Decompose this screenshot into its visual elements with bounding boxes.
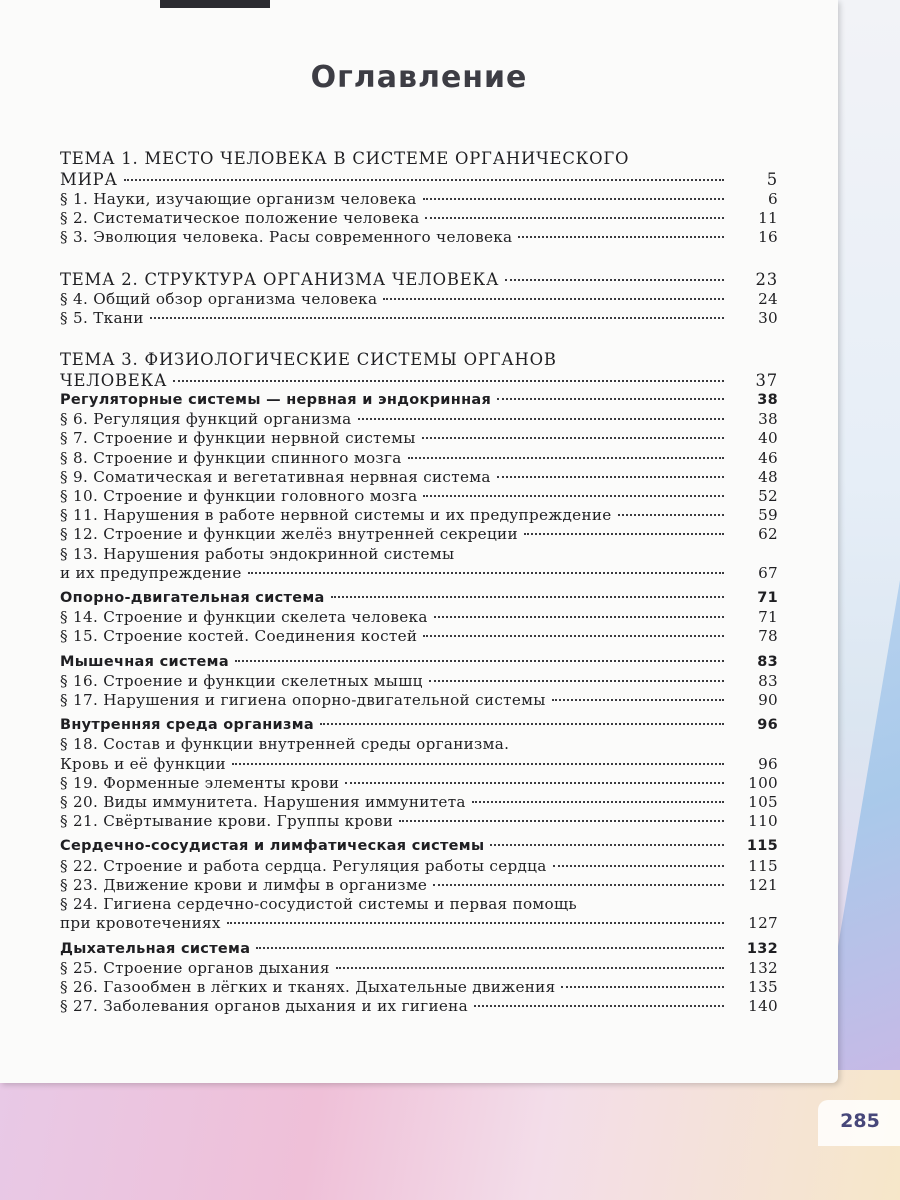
toc-section-row [60,589,778,608]
toc-entry-title: § 22. Строение и работа сердца. Регуляция работы сердца [60,856,547,875]
toc-paragraph-row [60,672,778,691]
toc-page-number: 5 [766,170,778,189]
dot-leader [336,967,724,969]
dot-leader [553,865,724,867]
toc-paragraph-row [60,487,778,506]
toc-entry-line: ТЕМА 1. МЕСТО ЧЕЛОВЕКА В СИСТЕМЕ ОРГАНИЧЕСКОГО [60,149,630,168]
toc-entry-title: Мышечная система [60,653,229,670]
toc-page-number: 83 [758,671,778,690]
toc-page-number: 115 [748,856,778,875]
toc-page-number: 78 [758,627,778,646]
toc-paragraph-row [60,468,778,487]
toc-paragraph-row [60,228,778,247]
toc-entry-title: Сердечно-сосудистая и лимфатическая системы [60,838,485,855]
toc-page-number: 115 [746,838,778,855]
toc-page-number: 62 [758,525,778,544]
toc-topic-row [60,370,778,391]
toc-section-row [60,391,778,410]
toc-entry-title: § 1. Науки, изучающие организм человека [60,190,417,208]
toc-page-number: 71 [758,608,778,627]
page-title: Оглавление [310,60,528,95]
dot-leader [524,533,724,535]
toc-paragraph-row [60,608,778,627]
toc-paragraph-row [60,564,778,583]
toc-page-number: 71 [757,590,778,607]
toc-entry-title: § 9. Соматическая и вегетативная нервная система [60,467,491,486]
toc-entry-title: § 27. Заболевания органов дыхания и их гигиена [60,997,468,1016]
toc-page-number: 59 [758,506,778,525]
toc-section-row [60,837,778,856]
toc-entry-title: при кровотечениях [60,914,221,933]
page-number: 285 [840,1110,880,1132]
spacer [60,248,778,269]
toc-paragraph-row [60,627,778,646]
toc-topic-row [60,269,778,290]
toc-entry-title: ТЕМА 2. СТРУКТУРА ОРГАНИЗМА ЧЕЛОВЕКА [60,269,500,289]
toc-entry-title: и их предупреждение [60,563,242,582]
toc-entry-title: § 25. Строение органов дыхания [60,958,330,977]
dot-leader [423,198,724,200]
dot-leader [423,495,724,497]
dot-leader [490,844,724,846]
toc-page-number: 38 [757,392,778,409]
toc-entry-title: § 6. Регуляция функций организма [60,410,352,429]
toc-entry-title: § 8. Строение и функции спинного мозга [60,448,402,467]
toc-page-number: 135 [748,977,778,996]
dot-leader [422,437,724,439]
toc-entry-title: § 20. Виды иммунитета. Нарушения иммунитета [60,793,466,812]
toc-paragraph-row [60,190,778,209]
dot-leader [474,1005,724,1007]
toc-paragraph-row [60,857,778,876]
toc-entry-line: ТЕМА 3. ФИЗИОЛОГИЧЕСКИЕ СИСТЕМЫ ОРГАНОВ [60,350,557,370]
toc-paragraph-row [60,959,778,978]
toc-entry-title: Дыхательная система [60,940,251,957]
toc-paragraph-row [60,449,778,468]
toc-paragraph-row [60,290,778,309]
toc-page-number: 40 [758,429,778,448]
toc-page-number: 83 [757,653,778,670]
dot-leader [497,476,724,478]
toc-entry-title: § 15. Строение костей. Соединения костей [60,627,418,646]
toc-paragraph-row [60,209,778,228]
toc-page-number: 140 [748,997,778,1016]
dot-leader [358,418,724,420]
dot-leader [497,398,724,400]
toc-entry-title: § 19. Форменные элементы крови [60,773,340,792]
toc-entry-line: § 24. Гигиена сердечно-сосудистой системы и первая помощь [60,895,577,914]
toc-paragraph-row [60,812,778,831]
dot-leader [345,782,724,784]
dot-leader [561,986,724,988]
toc-entry-title: МИРА [60,170,118,189]
toc-page-number: 127 [748,914,778,933]
toc-page-number: 48 [758,467,778,486]
toc-paragraph-row [60,309,778,328]
dot-leader [429,680,724,682]
toc-page-number: 96 [758,754,778,773]
toc-page-number: 38 [758,410,778,429]
dot-leader [472,801,724,803]
toc-page-number: 96 [757,717,778,734]
toc-paragraph-row [60,876,778,895]
dot-leader [232,763,724,765]
dot-leader [383,298,724,300]
toc-entry-title: § 2. Систематическое положение человека [60,209,420,228]
toc-entry-title: § 12. Строение и функции желёз внутренней секреции [60,525,518,544]
dot-leader [150,317,724,319]
dot-leader [399,820,724,822]
toc-page-number: 90 [758,691,778,710]
toc-entry-title: § 23. Движение крови и лимфы в организме [60,875,428,894]
toc-page-number: 24 [758,289,778,308]
table-of-contents [60,148,778,1016]
toc-entry-title: Регуляторные системы — нервная и эндокринная [60,392,492,409]
toc-entry-title: § 16. Строение и функции скелетных мышц [60,671,423,690]
toc-page-number: 11 [758,209,778,228]
dot-leader [124,179,724,181]
toc-section-row [60,940,778,959]
toc-paragraph-row [60,506,778,525]
toc-page-number: 23 [755,269,778,289]
toc-entry-title: § 7. Строение и функции нервной системы [60,429,416,448]
dot-leader [235,660,724,662]
dot-leader [423,635,724,637]
toc-page-number: 105 [748,793,778,812]
toc-section-row [60,653,778,672]
dot-leader [256,947,724,949]
toc-entry-title: § 21. Свёртывание крови. Группы крови [60,812,394,831]
cover-background [0,1070,900,1200]
dot-leader [173,380,724,382]
toc-page-number: 67 [758,563,778,582]
toc-paragraph-row [60,691,778,710]
dot-leader [552,699,724,701]
toc-entry-title: ЧЕЛОВЕКА [60,371,168,391]
dot-leader [320,723,724,725]
toc-page-number: 16 [758,228,778,247]
toc-page-number: 37 [755,371,778,391]
toc-entry-title: § 4. Общий обзор организма человека [60,289,378,308]
toc-entry-title: Опорно-двигательная система [60,590,325,607]
toc-entry-title: § 10. Строение и функции головного мозга [60,487,418,506]
toc-paragraph-row [60,793,778,812]
toc-entry-title: § 5. Ткани [60,308,144,327]
toc-page-number: 132 [746,940,778,957]
toc-paragraph-row [60,410,778,429]
toc-paragraph-row [60,774,778,793]
toc-page-number: 121 [748,875,778,894]
toc-section-row [60,716,778,735]
toc-paragraph-row [60,997,778,1016]
toc-paragraph-row [60,429,778,448]
dot-leader [408,457,724,459]
toc-page-number: 46 [758,448,778,467]
toc-topic-row [60,169,778,190]
top-edge-fragment [160,0,270,8]
toc-page-number: 100 [748,773,778,792]
toc-entry-title: § 3. Эволюция человека. Расы современного человека [60,228,513,247]
toc-page-number: 30 [758,308,778,327]
toc-entry-title: Внутренняя среда организма [60,717,314,734]
toc-paragraph-row [60,914,778,933]
dot-leader [433,884,724,886]
toc-entry-title: Кровь и её функции [60,754,226,773]
dot-leader [518,236,724,238]
toc-paragraph-row [60,525,778,544]
toc-paragraph-row [60,978,778,997]
dot-leader [331,596,724,598]
toc-entry-line: § 18. Состав и функции внутренней среды организма. [60,735,510,754]
toc-entry-title: § 26. Газообмен в лёгких и тканях. Дыхательные движения [60,977,556,996]
toc-entry-line: § 13. Нарушения работы эндокринной системы [60,544,455,563]
toc-entry-title: § 17. Нарушения и гигиена опорно-двигательной системы [60,691,546,710]
spacer [60,328,778,349]
dot-leader [425,217,724,219]
toc-page-number: 132 [748,958,778,977]
dot-leader [434,616,724,618]
toc-paragraph-row [60,755,778,774]
dot-leader [618,514,724,516]
toc-page-number: 52 [758,487,778,506]
dot-leader [248,572,724,574]
toc-page-number: 6 [768,190,778,208]
dot-leader [505,279,724,281]
toc-entry-title: § 14. Строение и функции скелета человека [60,608,428,627]
toc-page-number: 110 [748,812,778,831]
toc-entry-title: § 11. Нарушения в работе нервной системы и их предупреждение [60,506,612,525]
dot-leader [227,922,724,924]
